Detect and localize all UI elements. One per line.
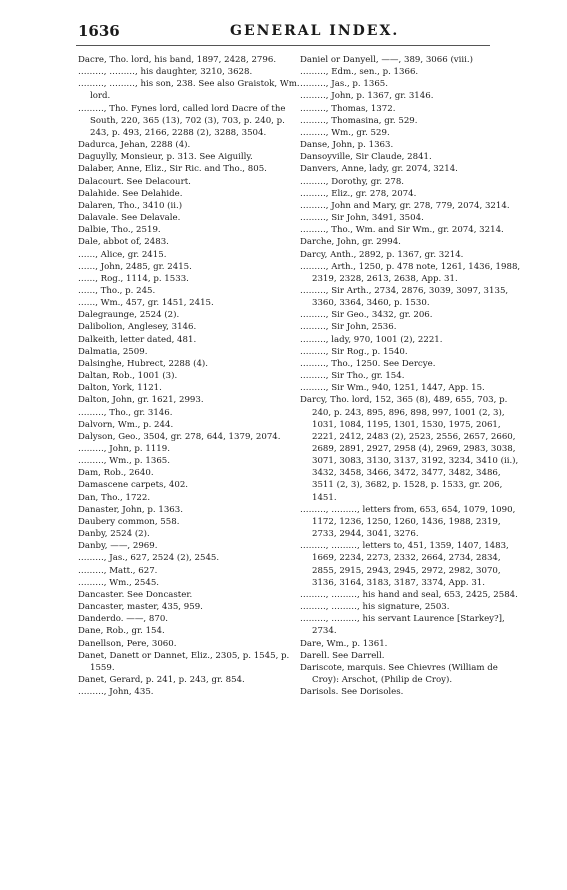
right-column [300, 54, 522, 698]
index-entry: ………, ………, his servant Laurence [Starkey?], 2734. [300, 614, 505, 637]
index-entry: ………, Tho., 1250. See Dercye. [300, 358, 436, 369]
index-entry: Danvers, Anne, lady, gr. 2074, 3214. [300, 164, 458, 175]
index-entry: ………, Sir Wm., 940, 1251, 1447, App. 15. [300, 383, 485, 394]
index-entry: Dalton, John, gr. 1621, 2993. [78, 395, 204, 406]
index-entry: ………, Sir Geo., 3432, gr. 206. [300, 310, 433, 321]
index-entry: Dadurca, Jehan, 2288 (4). [78, 140, 191, 151]
index-entry: ………, Thomasina, gr. 529. [300, 115, 418, 126]
index-entry: ………, Tho., Wm. and Sir Wm., gr. 2074, 3214. [300, 225, 504, 236]
running-head: GENERAL INDEX. [230, 23, 400, 39]
index-entry: Danaster, John, p. 1363. [78, 504, 183, 515]
index-entry: ………, Sir Tho., gr. 154. [300, 371, 405, 382]
index-entry: Darell. See Darrell. [300, 650, 385, 661]
index-entry: ………, John, p. 1119. [78, 444, 170, 454]
index-entry: ……, Rog., 1114, p. 1533. [78, 273, 189, 284]
index-entry: ………, Sir John, 3491, 3504. [300, 213, 424, 224]
index-entry: ………, Eliz., gr. 278, 2074. [300, 188, 417, 199]
index-entry: ………, ………, his signature, 2503. [300, 602, 450, 613]
index-entry: ……, Wm., 457, gr. 1451, 2415. [78, 298, 214, 309]
index-entry: Dansoyville, Sir Claude, 2841. [300, 152, 432, 163]
index-entry: Dalegraunge, 2524 (2). [78, 310, 180, 321]
index-entry: ………, lady, 970, 1001 (2), 2221. [300, 334, 443, 345]
index-entry: ……, John, 2485, gr. 2415. [78, 261, 192, 272]
index-entry: ………, Thomas, 1372. [300, 103, 396, 114]
index-entry: Darcy, Tho. lord, 152, 365 (8), 489, 655, 703, p. 240, p. 243, 895, 896, 898, 997, 1001 (2, 3), 1031, 1084, 1195, 1301, 1530, 1975, 2061, 2221, 2412, 2483 (2), 2523, 2556, 2657, 2660, 2689, 2891, 2927, 2958 (4), 2969, 2983, 3038, 3071, 3083, 3130, 3137, 3192, 3234, 3410 (ii.), 3432, 3458, 3466, 3472, 3477, 3482, 3486, 3511 (2, 3), 3682, p. 1528, p. 1533, gr. 206, 1451. [300, 395, 519, 503]
index-entry: Dan, Tho., 1722. [78, 492, 151, 503]
index-entry: Dalaren, Tho., 3410 (ii.) [78, 200, 183, 211]
index-entry: ………, Dorothy, gr. 278. [300, 176, 405, 187]
index-entry: Daltan, Rob., 1001 (3). [78, 371, 178, 382]
index-entry: ………, Sir John, 2536. [300, 322, 397, 333]
index-entry: ……, Alice, gr. 2415. [78, 249, 167, 260]
index-entry: Dalaber, Anne, Eliz., Sir Ric. and Tho., 805. [78, 164, 267, 175]
index-entry: ……, Tho., p. 245. [78, 285, 156, 296]
index-entry: Dale, abbot of, 2483. [78, 237, 169, 248]
index-entry: Daubery common, 558. [78, 516, 180, 527]
index-entry: Darche, John, gr. 2994. [300, 237, 401, 248]
index-entry: ………, ………, his hand and seal, 653, 2425, 2584. [300, 589, 518, 600]
index-entry: Danderdo. ——, 870. [78, 614, 169, 625]
index-entry: ………, John and Mary, gr. 278, 779, 2074, 3214. [300, 200, 510, 211]
index-entry: ………, Jas., 627, 2524 (2), 2545. [78, 553, 220, 564]
page-number: 1636 [78, 22, 120, 40]
header-rule [76, 45, 490, 46]
index-entry: ………, ………, letters to, 451, 1359, 1407, 1483, 1669, 2234, 2273, 2332, 2664, 2734, 2834, 2855, 2915, 2943, 2945, 2972, 2982, 3070, 3136, 3164, 3183, 3187, 3374, App. 31. [300, 541, 509, 588]
index-entry: Dalyson, Geo., 3504, gr. 278, 644, 1379, 2074. [78, 431, 281, 442]
index-entry: Danby, ——, 2969. [78, 541, 158, 552]
index-entry: ………, Sir Rog., p. 1540. [300, 346, 408, 357]
index-entry: ………, John, 435. [78, 687, 154, 698]
index-entry: Dalbie, Tho., 2519. [78, 225, 161, 236]
index-entry: Dancaster, master, 435, 959. [78, 602, 203, 613]
index-entry: ………, Tho. Fynes lord, called lord Dacre of the South, 220, 365 (13), 702 (3), 703, p. 240, p. 243, p. 493, 2166, 2288 (2), 3288, 3504. [78, 103, 286, 138]
index-entry: Darisols. See Dorisoles. [300, 687, 404, 698]
index-entry: ………, John, p. 1367, gr. 3146. [300, 91, 434, 102]
index-entry: ………, Jas., p. 1365. [300, 79, 388, 90]
index-entry: ………, Matt., 627. [78, 565, 158, 576]
index-entry: Dane, Rob., gr. 154. [78, 626, 165, 637]
index-entry: ………, ………, his daughter, 3210, 3628. [78, 67, 253, 78]
index-entry: Dacre, Tho. lord, his band, 1897, 2428, 2796. [78, 55, 277, 65]
index-entry: Danellson, Pere, 3060. [78, 638, 177, 649]
index-entry: Dalahide. See Delahide. [78, 188, 183, 199]
index-entry: Danet, Danett or Dannet, Eliz., 2305, p. 1545, p. 1559. [78, 650, 290, 673]
index-entry: Danby, 2524 (2). [78, 529, 150, 540]
index-entry: ………, ………, his son, 238. See also Graistok, Wm. lord. [78, 79, 300, 102]
index-entry: Dalvorn, Wm., p. 244. [78, 419, 174, 430]
index-entry: ………, Sir Arth., 2734, 2876, 3039, 3097, 3135, 3360, 3364, 3460, p. 1530. [300, 285, 509, 309]
index-entry: Dalsinghe, Hubrect, 2288 (4). [78, 358, 209, 369]
index-entry: Daguylly, Monsieur, p. 313. See Aiguilly. [78, 152, 253, 163]
index-entry: Dalacourt. See Delacourt. [78, 176, 191, 187]
index-entry: ………, Wm., gr. 529. [300, 127, 390, 138]
index-entry: ………, Arth., 1250, p. 478 note, 1261, 1436, 1988, 2319, 2328, 2613, 2638, App. 31. [300, 261, 521, 284]
left-column [78, 54, 300, 698]
index-entry: Dalmatia, 2509. [78, 346, 148, 357]
index-entry: Dalton, York, 1121. [78, 383, 162, 394]
index-entry: Dariscote, marquis. See Chievres (William de Croy): Arschot, (Philip de Croy). [300, 662, 498, 685]
index-entry: Darcy, Anth., 2892, p. 1367, gr. 3214. [300, 249, 464, 260]
index-entry: ………, Wm., 2545. [78, 577, 160, 588]
index-entry: ………, Wm., p. 1365. [78, 456, 170, 467]
index-entry: Dalavale. See Delavale. [78, 213, 181, 224]
index-entry: Danet, Gerard, p. 241, p. 243, gr. 854. [78, 674, 245, 685]
index-entry: Damascene carpets, 402. [78, 480, 189, 491]
index-entry: Dare, Wm., p. 1361. [300, 638, 388, 649]
index-entry: ………, ………, letters from, 653, 654, 1079, 1090, 1172, 1236, 1250, 1260, 1436, 1988, 2319, 2733, 2944, 3041, 3276. [300, 504, 516, 540]
index-entry: Dancaster. See Doncaster. [78, 589, 193, 600]
index-entry: Dalibolion, Anglesey, 3146. [78, 322, 197, 333]
index-entry: ………, Tho., gr. 3146. [78, 407, 173, 418]
index-entry: ………, Edm., sen., p. 1366. [300, 67, 419, 78]
index-entry: Dalkeith, letter dated, 481. [78, 334, 197, 345]
index-entry: Dam, Rob., 2640. [78, 468, 154, 479]
index-entry: Daniel or Danyell, ——, 389, 3066 (viii.) [300, 55, 473, 65]
index-entry: Danse, John, p. 1363. [300, 140, 394, 151]
